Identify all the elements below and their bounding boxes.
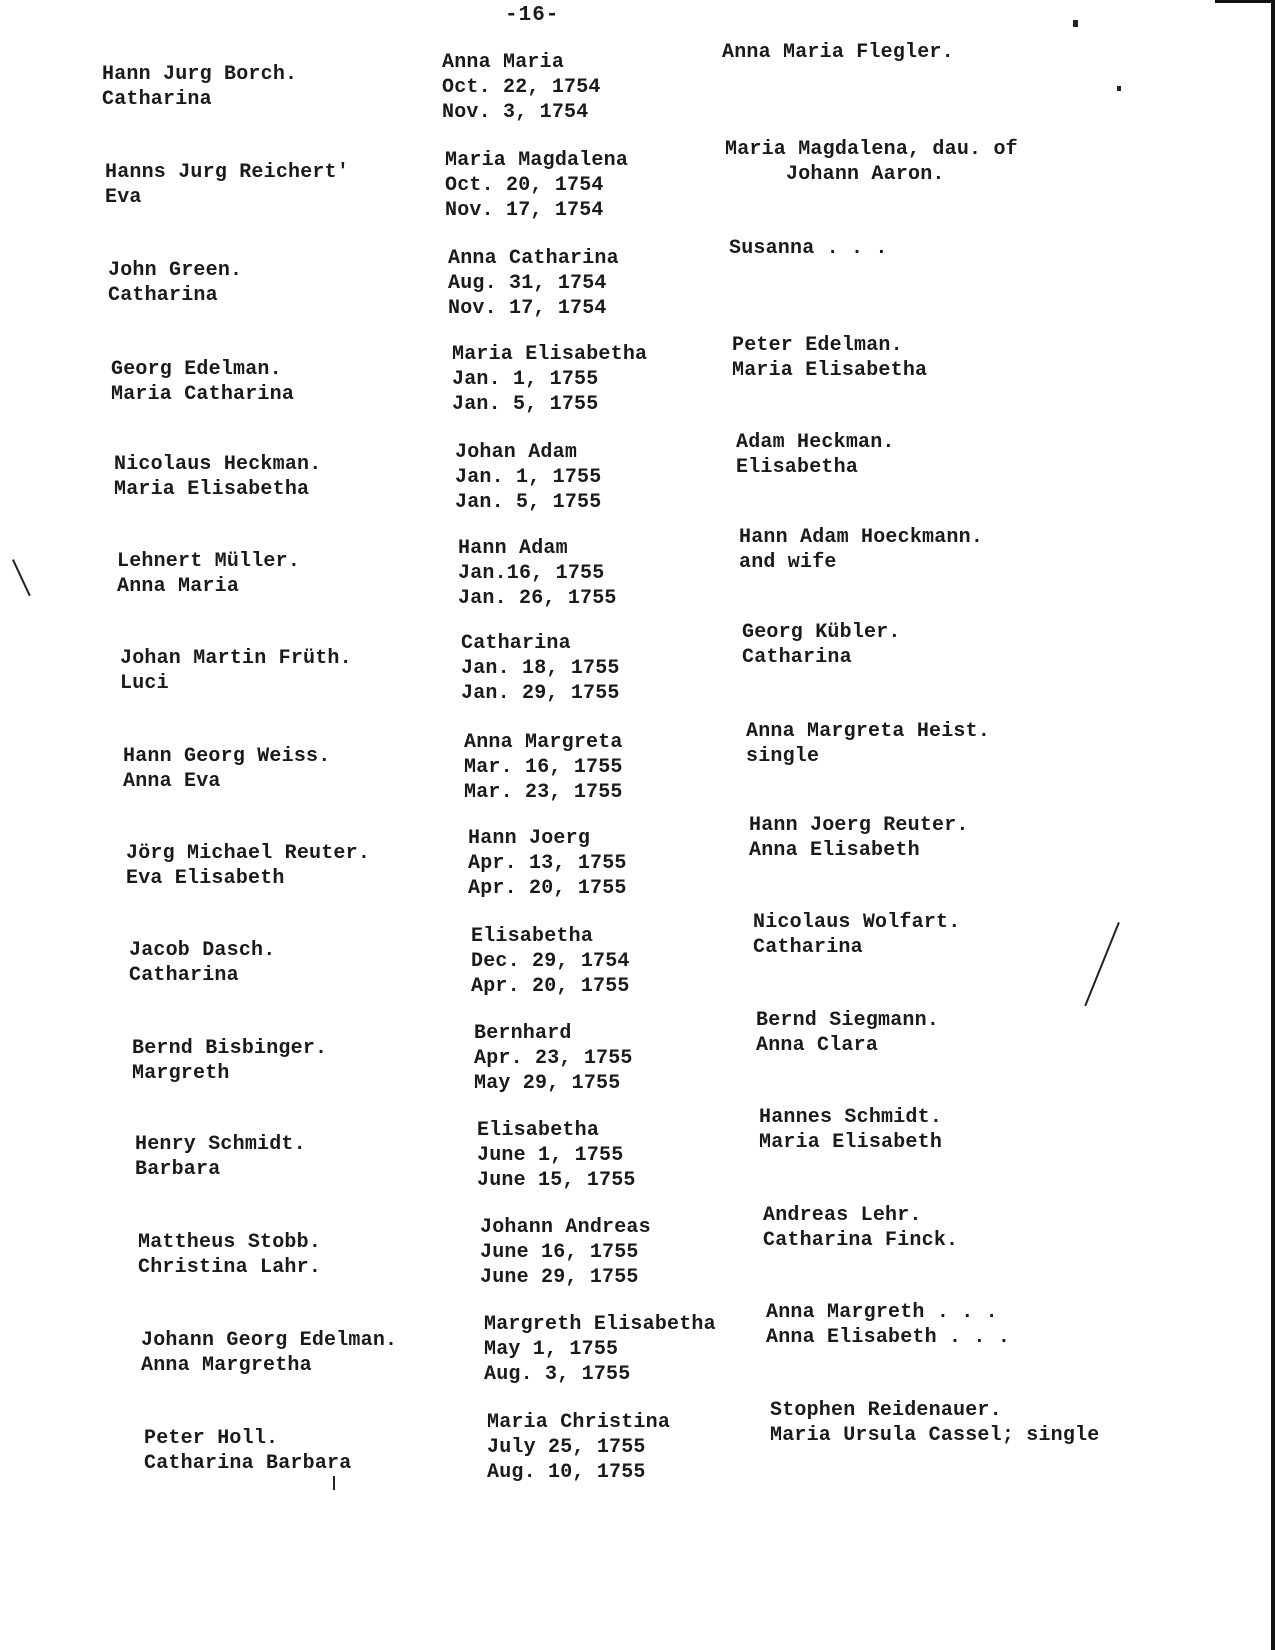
child-name: Maria Elisabetha — [452, 343, 648, 366]
sponsor-name: Anna Maria Flegler. — [722, 41, 954, 64]
baptism-date: Apr. 20, 1755 — [471, 975, 630, 998]
sponsor-name: Maria Elisabeth — [759, 1131, 943, 1154]
birth-date: Jan.16, 1755 — [458, 562, 605, 585]
page-number: -16- — [505, 4, 560, 27]
scan-mark — [12, 559, 31, 596]
baptism-date: Jan. 29, 1755 — [461, 682, 620, 705]
sponsor-name: Bernd Siegmann. — [756, 1009, 940, 1032]
sponsor-name: Catharina Finck. — [763, 1229, 959, 1252]
record-parents — [111, 357, 294, 407]
mother-name: Catharina Barbara — [144, 1452, 352, 1475]
mother-name: Anna Margretha — [141, 1354, 312, 1377]
record-child — [448, 246, 619, 321]
mother-name: Catharina — [108, 284, 218, 307]
sponsor-name: and wife — [739, 551, 837, 574]
sponsor-name: Nicolaus Wolfart. — [753, 911, 961, 934]
sponsor-name: Georg Kübler. — [742, 621, 901, 644]
birth-date: Apr. 13, 1755 — [468, 852, 627, 875]
father-name: Johan Martin Früth. — [120, 647, 352, 670]
child-name: Hann Joerg — [468, 827, 591, 850]
record-sponsors — [722, 40, 954, 65]
record-child — [484, 1312, 716, 1387]
sponsor-name: Catharina — [753, 936, 863, 959]
father-name: Lehnert Müller. — [117, 550, 301, 573]
sponsor-name: Adam Heckman. — [736, 431, 895, 454]
record-sponsors — [729, 236, 888, 261]
record-parents — [129, 938, 275, 988]
record-child — [487, 1410, 670, 1485]
child-name: Margreth Elisabetha — [484, 1313, 716, 1336]
record-parents — [123, 744, 330, 794]
record-sponsors — [753, 910, 960, 960]
baptism-date: June 15, 1755 — [477, 1169, 636, 1192]
baptism-date: June 29, 1755 — [480, 1266, 639, 1289]
sponsor-name: Hannes Schmidt. — [759, 1106, 943, 1129]
record-sponsors — [739, 525, 983, 575]
record-sponsors — [732, 333, 927, 383]
record-parents — [138, 1230, 321, 1280]
birth-date: July 25, 1755 — [487, 1436, 646, 1459]
record-parents — [120, 646, 352, 696]
sponsor-name: Maria Elisabetha — [732, 359, 928, 382]
child-name: Anna Maria — [442, 51, 565, 74]
baptism-date: Mar. 23, 1755 — [464, 781, 623, 804]
child-name: Johan Adam — [455, 441, 578, 464]
father-name: Georg Edelman. — [111, 358, 282, 381]
baptism-date: Jan. 5, 1755 — [455, 491, 602, 514]
record-child — [477, 1118, 636, 1193]
sponsor-name: Anna Clara — [756, 1034, 879, 1057]
scan-mark — [1117, 86, 1121, 91]
baptism-date: Jan. 26, 1755 — [458, 587, 617, 610]
father-name: Bernd Bisbinger. — [132, 1037, 328, 1060]
record-child — [471, 924, 630, 999]
record-child — [442, 50, 601, 125]
birth-date: Dec. 29, 1754 — [471, 950, 630, 973]
record-child — [464, 730, 623, 805]
record-child — [474, 1021, 633, 1096]
record-sponsors — [725, 137, 1018, 187]
record-sponsors — [736, 430, 895, 480]
record-sponsors — [770, 1398, 1099, 1448]
sponsor-name: Andreas Lehr. — [763, 1204, 922, 1227]
mother-name: Luci — [120, 672, 169, 695]
sponsor-name: Hann Adam Hoeckmann. — [739, 526, 984, 549]
record-sponsors — [746, 719, 990, 769]
child-name: Johann Andreas — [480, 1216, 651, 1239]
baptism-date: Aug. 10, 1755 — [487, 1461, 646, 1484]
father-name: Peter Holl. — [144, 1427, 279, 1450]
father-name: Henry Schmidt. — [135, 1133, 306, 1156]
baptism-date: Nov. 17, 1754 — [445, 199, 604, 222]
sponsor-name: Anna Elisabeth — [749, 839, 920, 862]
mother-name: Barbara — [135, 1158, 221, 1181]
record-sponsors — [742, 620, 901, 670]
scan-mark — [1084, 922, 1120, 1006]
father-name: Mattheus Stobb. — [138, 1231, 322, 1254]
child-name: Anna Catharina — [448, 247, 619, 270]
baptism-date: Nov. 3, 1754 — [442, 101, 589, 124]
sponsor-name: Anna Elisabeth . . . — [766, 1326, 1011, 1349]
scan-mark — [333, 1476, 335, 1490]
mother-name: Margreth — [132, 1062, 230, 1085]
record-child — [455, 440, 601, 515]
record-parents — [144, 1426, 351, 1476]
sponsor-name: Elisabetha — [736, 456, 859, 479]
child-name: Elisabetha — [477, 1119, 600, 1142]
baptism-date: Apr. 20, 1755 — [468, 877, 627, 900]
father-name: Nicolaus Heckman. — [114, 453, 322, 476]
sponsor-name: Anna Margreta Heist. — [746, 720, 991, 743]
child-name: Anna Margreta — [464, 731, 623, 754]
sponsor-name: Johann Aaron. — [725, 163, 945, 186]
sponsor-name: Hann Joerg Reuter. — [749, 814, 969, 837]
mother-name: Catharina — [129, 964, 239, 987]
record-parents — [141, 1328, 397, 1378]
father-name: Jacob Dasch. — [129, 939, 276, 962]
record-sponsors — [756, 1008, 939, 1058]
record-parents — [117, 549, 300, 599]
record-parents — [135, 1132, 306, 1182]
record-child — [458, 536, 617, 611]
record-parents — [108, 258, 242, 308]
sponsor-name: Stophen Reidenauer. — [770, 1399, 1002, 1422]
birth-date: Jan. 1, 1755 — [455, 466, 602, 489]
baptism-date: May 29, 1755 — [474, 1072, 621, 1095]
record-parents — [114, 452, 321, 502]
sponsor-name: Maria Magdalena, dau. of — [725, 138, 1018, 161]
birth-date: May 1, 1755 — [484, 1338, 619, 1361]
child-name: Catharina — [461, 632, 571, 655]
birth-date: June 1, 1755 — [477, 1144, 624, 1167]
record-parents — [126, 841, 370, 891]
sponsor-name: Maria Ursula Cassel; single — [770, 1424, 1100, 1447]
father-name: Hann Georg Weiss. — [123, 745, 331, 768]
mother-name: Eva Elisabeth — [126, 867, 285, 890]
father-name: John Green. — [108, 259, 243, 282]
record-child — [480, 1215, 651, 1290]
record-sponsors — [766, 1300, 1010, 1350]
record-child — [468, 826, 627, 901]
mother-name: Eva — [105, 186, 142, 209]
mother-name: Maria Elisabetha — [114, 478, 310, 501]
record-child — [445, 148, 628, 223]
mother-name: Anna Eva — [123, 770, 221, 793]
mother-name: Anna Maria — [117, 575, 240, 598]
father-name: Jörg Michael Reuter. — [126, 842, 371, 865]
record-parents — [102, 62, 297, 112]
mother-name: Catharina — [102, 88, 212, 111]
baptism-date: Nov. 17, 1754 — [448, 297, 607, 320]
record-sponsors — [749, 813, 969, 863]
birth-date: Mar. 16, 1755 — [464, 756, 623, 779]
record-child — [461, 631, 620, 706]
child-name: Maria Magdalena — [445, 149, 629, 172]
birth-date: Oct. 22, 1754 — [442, 76, 601, 99]
father-name: Hann Jurg Borch. — [102, 63, 298, 86]
page-corner-shadow — [1215, 0, 1275, 3]
baptism-date: Aug. 3, 1755 — [484, 1363, 631, 1386]
mother-name: Christina Lahr. — [138, 1256, 322, 1279]
baptism-date: Jan. 5, 1755 — [452, 393, 599, 416]
child-name: Elisabetha — [471, 925, 594, 948]
child-name: Bernhard — [474, 1022, 572, 1045]
birth-date: Jan. 1, 1755 — [452, 368, 599, 391]
sponsor-name: Catharina — [742, 646, 852, 669]
birth-date: June 16, 1755 — [480, 1241, 639, 1264]
record-parents — [105, 160, 349, 210]
scan-mark — [1073, 20, 1078, 27]
father-name: Hanns Jurg Reichert' — [105, 161, 350, 184]
father-name: Johann Georg Edelman. — [141, 1329, 398, 1352]
birth-date: Apr. 23, 1755 — [474, 1047, 633, 1070]
birth-date: Oct. 20, 1754 — [445, 174, 604, 197]
child-name: Maria Christina — [487, 1411, 671, 1434]
child-name: Hann Adam — [458, 537, 568, 560]
sponsor-name: Anna Margreth . . . — [766, 1301, 998, 1324]
birth-date: Aug. 31, 1754 — [448, 272, 607, 295]
record-sponsors — [763, 1203, 958, 1253]
mother-name: Maria Catharina — [111, 383, 295, 406]
page-edge-shadow — [1271, 0, 1275, 1650]
record-parents — [132, 1036, 327, 1086]
birth-date: Jan. 18, 1755 — [461, 657, 620, 680]
sponsor-name: Peter Edelman. — [732, 334, 903, 357]
sponsor-name: Susanna . . . — [729, 237, 888, 260]
record-child — [452, 342, 647, 417]
record-sponsors — [759, 1105, 942, 1155]
sponsor-name: single — [746, 745, 820, 768]
